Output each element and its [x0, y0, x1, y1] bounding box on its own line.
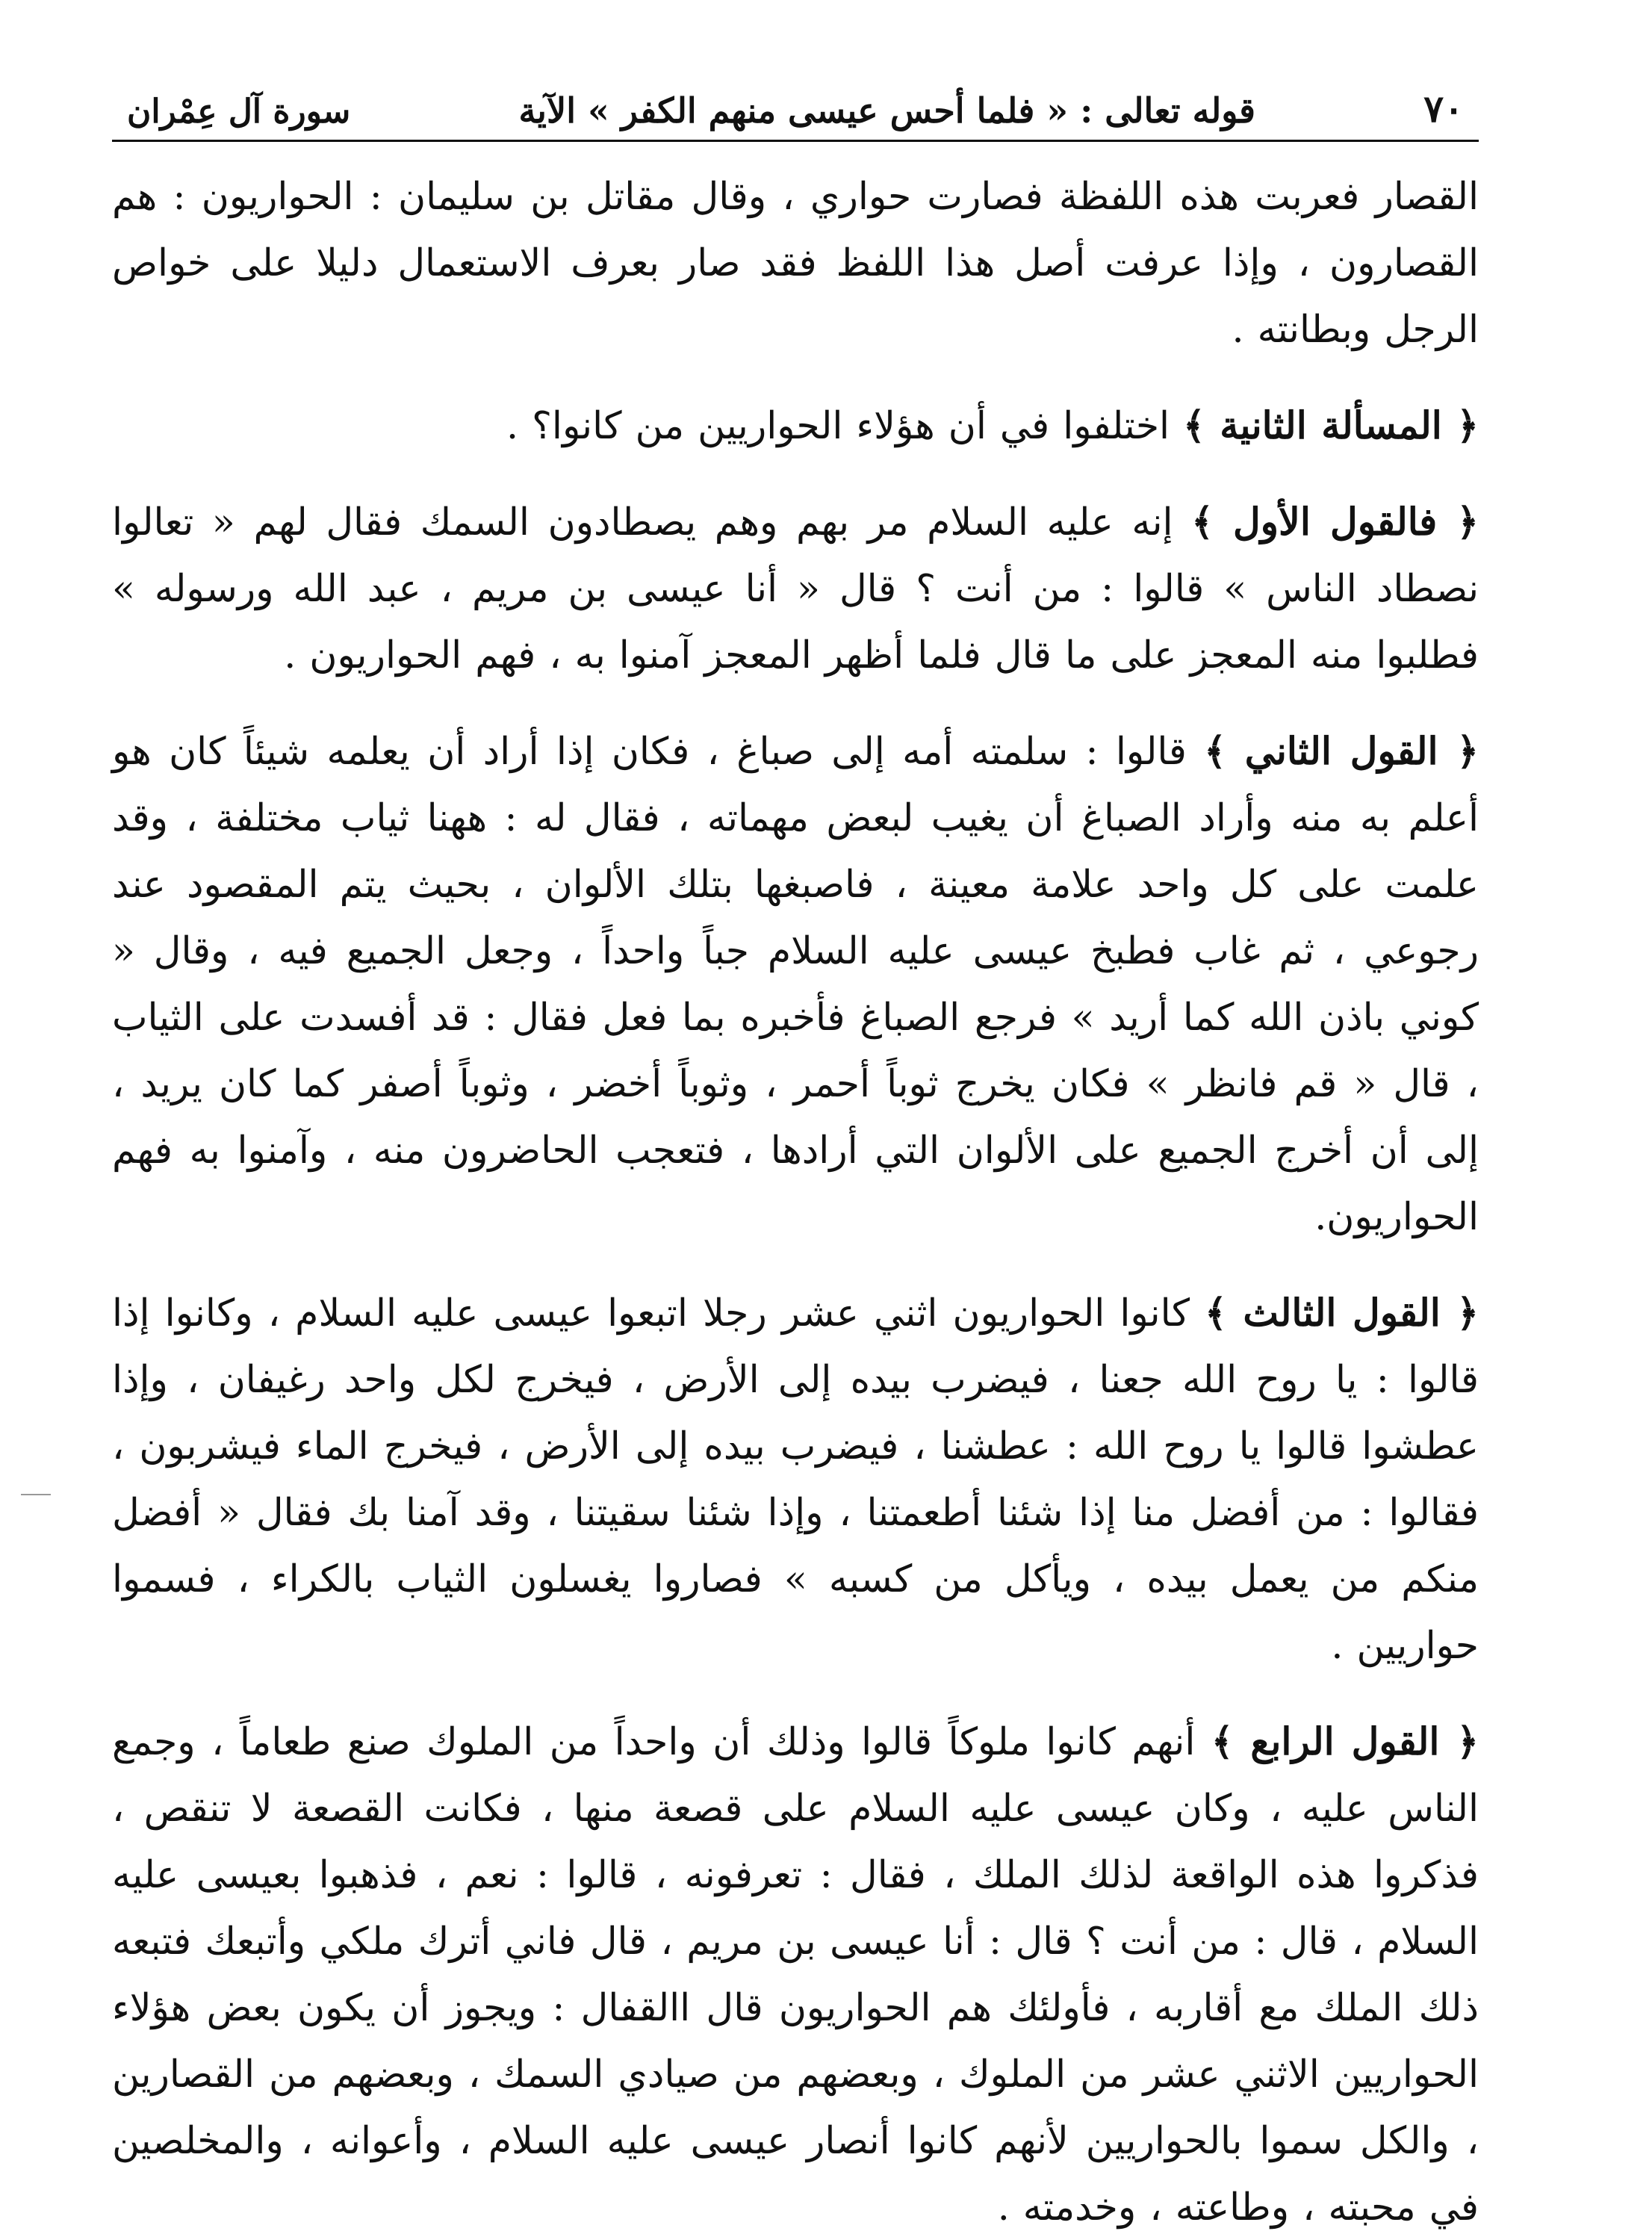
book-page [112, 63, 1479, 2229]
paragraph-heading: ﴿ القول الرابع ﴾ [1211, 1719, 1479, 1763]
paragraph-fourth-opinion [112, 1708, 1479, 2240]
paragraph-text: قالوا : سلمته أمه إلى صباغ ، فكان إذا أراد أن يعلمه شيئاً كان هو أعلم به منه وأراد الصباغ أن يغيب لبعض مهماته ، فقال له : ههنا ثياب مختلفة ، وقد علمت على كل واحد علامة معينة ، فاصبغها بتلك الألوان ، بحيث يتم المقصود عند رجوعي ، ثم غاب فطبخ عيسى عليه السلام جباً واحداً ، وجعل الجميع فيه ، وقال « كوني باذن الله كما أريد » فرجع الصباغ فأخبره بما فعل فقال : قد أفسدت على الثياب ، قال « قم فانظر » فكان يخرج ثوباً أحمر ، وثوباً أخضر ، وثوباً أصفر كما كان يريد ، إلى أن أخرج الجميع على الألوان التي أرادها ، فتعجب الحاضرون منه ، وآمنوا به فهم الحواريون. [112, 729, 1479, 1238]
paragraph-continuation [112, 163, 1479, 362]
scan-edge-mark [21, 1494, 51, 1495]
paragraph-text: كانوا الحواريون اثني عشر رجلا اتبعوا عيسى عليه السلام ، وكانوا إذا قالوا : يا روح الله جعنا ، فيضرب بيده إلى الأرض ، فيخرج لكل واحد رغيفان ، وإذا عطشوا قالوا يا روح الله : عطشنا ، فيضرب بيده إلى الأرض ، فيخرج الماء فيشربون ، فقالوا : من أفضل منا إذا شئنا أطعمتنا ، وإذا شئنا سقيتنا ، وقد آمنا بك فقال « أفضل منكم من يعمل بيده ، ويأكل من كسبه » فصاروا يغسلون الثياب بالكراء ، فسموا حواريين . [112, 1291, 1479, 1667]
running-title: قوله تعالى : « فلما أحس عيسى منهم الكفر » الآية [518, 90, 1255, 131]
paragraph-heading: ﴿ فالقول الأول ﴾ [1191, 500, 1479, 544]
paragraph-text: أنهم كانوا ملوكاً قالوا وذلك أن واحداً من الملوك صنع طعاماً ، وجمع الناس عليه ، وكان عيسى عليه السلام على قصعة منها ، فكانت القصعة لا تنقص ، فذكروا هذه الواقعة لذلك الملك ، فقال : تعرفونه ، قالوا : نعم ، فذهبوا بعيسى عليه السلام ، قال : من أنت ؟ قال : أنا عيسى بن مريم ، قال فاني أترك ملكي وأتبعك فتبعه ذلك الملك مع أقاربه ، فأولئك هم الحواريون قال االقفال : ويجوز أن يكون بعض هؤلاء الحواريين الاثني عشر من الملوك ، وبعضهم من صيادي السمك ، وبعضهم من القصارين ، والكل سموا بالحواريين لأنهم كانوا أنصار عيسى عليه السلام ، وأعوانه ، والمخلصين في محبته ، وطاعته ، وخدمته . [112, 1719, 1479, 2229]
paragraph-second-issue [112, 392, 1479, 459]
page-number: ٧٠ [1423, 87, 1464, 131]
paragraph-second-opinion [112, 718, 1479, 1250]
paragraph-text: القصار فعربت هذه اللفظة فصارت حواري ، وقال مقاتل بن سليمان : الحواريون : هم القصارون ، وإذا عرفت أصل هذا اللفظ فقد صار بعرف الاستعمال دليلا على خواص الرجل وبطانته . [112, 174, 1479, 351]
page-header [112, 63, 1479, 142]
paragraph-text: اختلفوا في أن هؤلاء الحواريين من كانوا؟ . [506, 403, 1184, 447]
paragraph-heading: ﴿ القول الثاني ﴾ [1204, 729, 1479, 773]
paragraph-third-opinion [112, 1279, 1479, 1678]
page-body [112, 163, 1479, 2240]
paragraph-heading: ﴿ المسألة الثانية ﴾ [1183, 403, 1479, 447]
paragraph-heading: ﴿ القول الثالث ﴾ [1205, 1291, 1479, 1335]
paragraph-text: إنه عليه السلام مر بهم وهم يصطادون السمك فقال لهم « تعالوا نصطاد الناس » قالوا : من أنت ؟ قال « أنا عيسى بن مريم ، عبد الله ورسوله » فطلبوا منه المعجز على ما قال فلما أظهر المعجز آمنوا به ، فهم الحواريون . [112, 500, 1479, 677]
surah-name: سورة آل عِمْران [127, 93, 351, 131]
paragraph-first-opinion [112, 488, 1479, 688]
